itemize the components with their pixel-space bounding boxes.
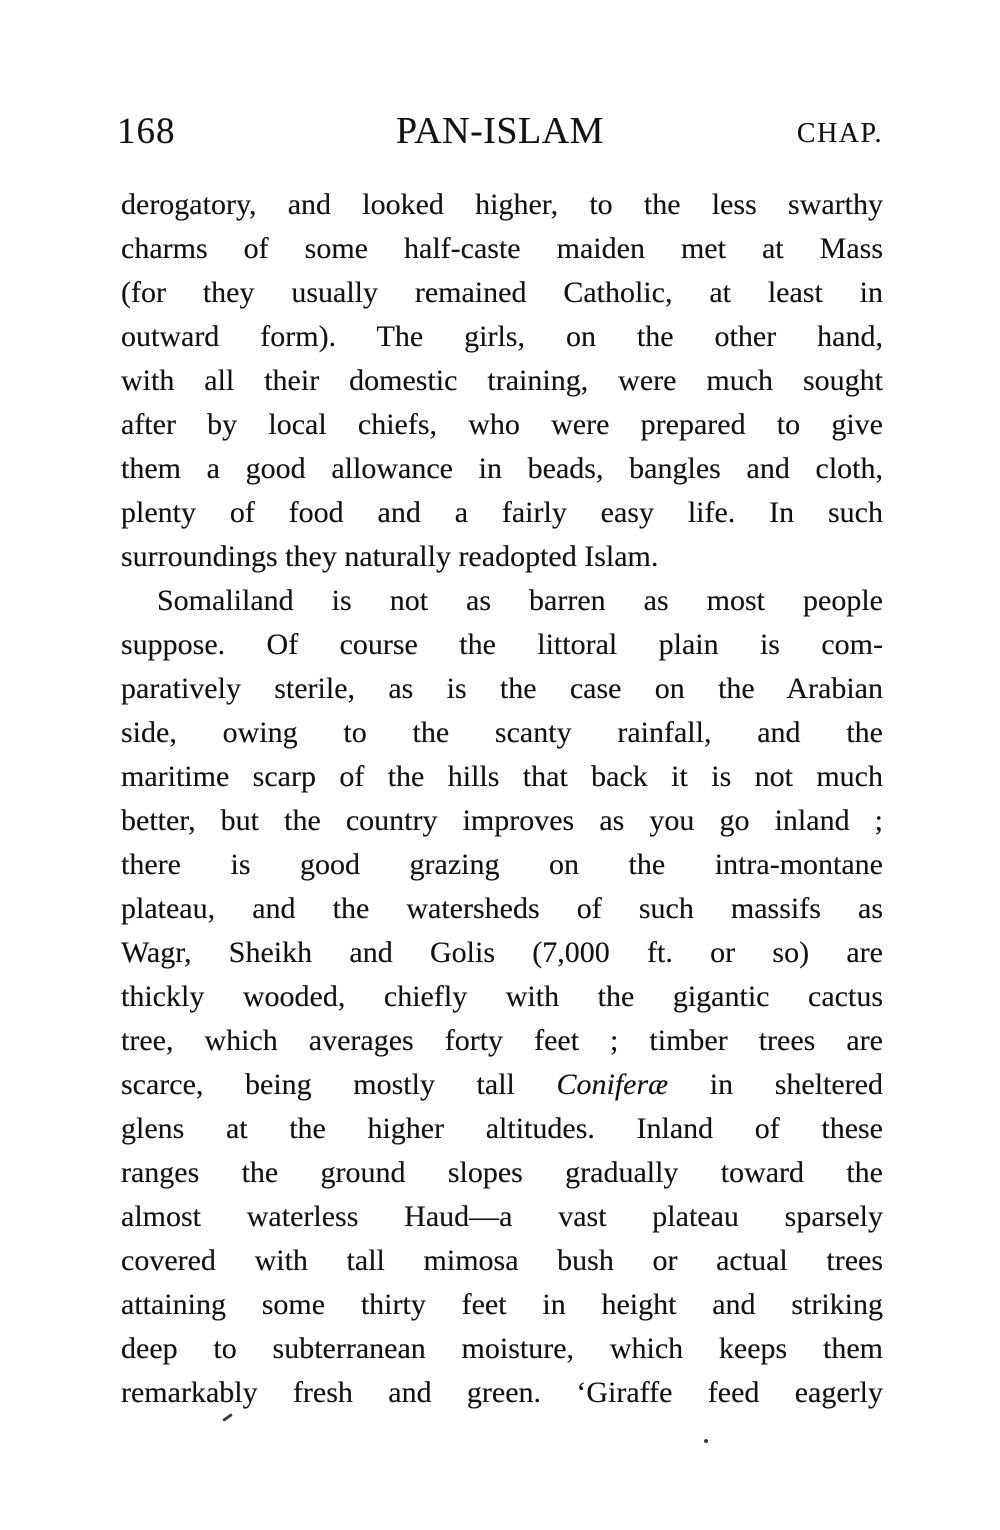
text-line: attaining some thirty feet in height and striking xyxy=(121,1288,883,1321)
text-line: side, owing to the scanty rainfall, and the xyxy=(121,716,883,749)
text-line: them a good allowance in beads, bangles and cloth, xyxy=(121,452,883,485)
text-line: deep to subterranean moisture, which keeps them xyxy=(121,1332,883,1365)
text-line: (for they usually remained Catholic, at least in xyxy=(121,276,883,309)
text-line: glens at the higher altitudes. Inland of these xyxy=(121,1112,883,1145)
text-line: suppose. Of course the littoral plain is com- xyxy=(121,628,883,661)
text-line: with all their domestic training, were much sought xyxy=(121,364,883,397)
running-title: PAN-ISLAM xyxy=(396,110,604,152)
text-line: there is good grazing on the intra-montane xyxy=(121,848,883,881)
paragraph xyxy=(121,579,883,1415)
text-line: scarce, being mostly tall Coniferæ in sheltered xyxy=(121,1068,883,1101)
text-line: tree, which averages forty feet ; timber trees are xyxy=(121,1024,883,1057)
text-line: charms of some half-caste maiden met at Mass xyxy=(121,232,883,265)
body-text xyxy=(121,183,883,1415)
text-line: paratively sterile, as is the case on the Arabian xyxy=(121,672,883,705)
text-line: almost waterless Haud—a vast plateau sparsely xyxy=(121,1200,883,1233)
text-line: derogatory, and looked higher, to the less swarthy xyxy=(121,188,883,221)
page-number: 168 xyxy=(117,111,176,152)
paragraph xyxy=(121,183,883,579)
text-line: remarkably fresh and green. ‘Giraffe feed eagerly xyxy=(121,1376,883,1409)
chapter-label: CHAP. xyxy=(796,118,883,149)
running-head xyxy=(117,110,883,150)
text-line: ranges the ground slopes gradually toward the xyxy=(121,1156,883,1189)
text-line: maritime scarp of the hills that back it is not much xyxy=(121,760,883,793)
text-line: Wagr, Sheikh and Golis (7,000 ft. or so) are xyxy=(121,936,883,969)
text-line: plenty of food and a fairly easy life. In such xyxy=(121,496,883,529)
scan-speck xyxy=(704,1439,708,1443)
text-line: surroundings they naturally readopted Islam. xyxy=(121,540,659,573)
text-line: after by local chiefs, who were prepared to give xyxy=(121,408,883,441)
text-line: outward form). The girls, on the other hand, xyxy=(121,320,883,353)
text-line: thickly wooded, chiefly with the gigantic cactus xyxy=(121,980,883,1013)
text-line: plateau, and the watersheds of such massifs as xyxy=(121,892,883,925)
text-line: Somaliland is not as barren as most people xyxy=(157,584,883,617)
text-line: better, but the country improves as you go inland ; xyxy=(121,804,883,837)
text-line: covered with tall mimosa bush or actual trees xyxy=(121,1244,883,1277)
